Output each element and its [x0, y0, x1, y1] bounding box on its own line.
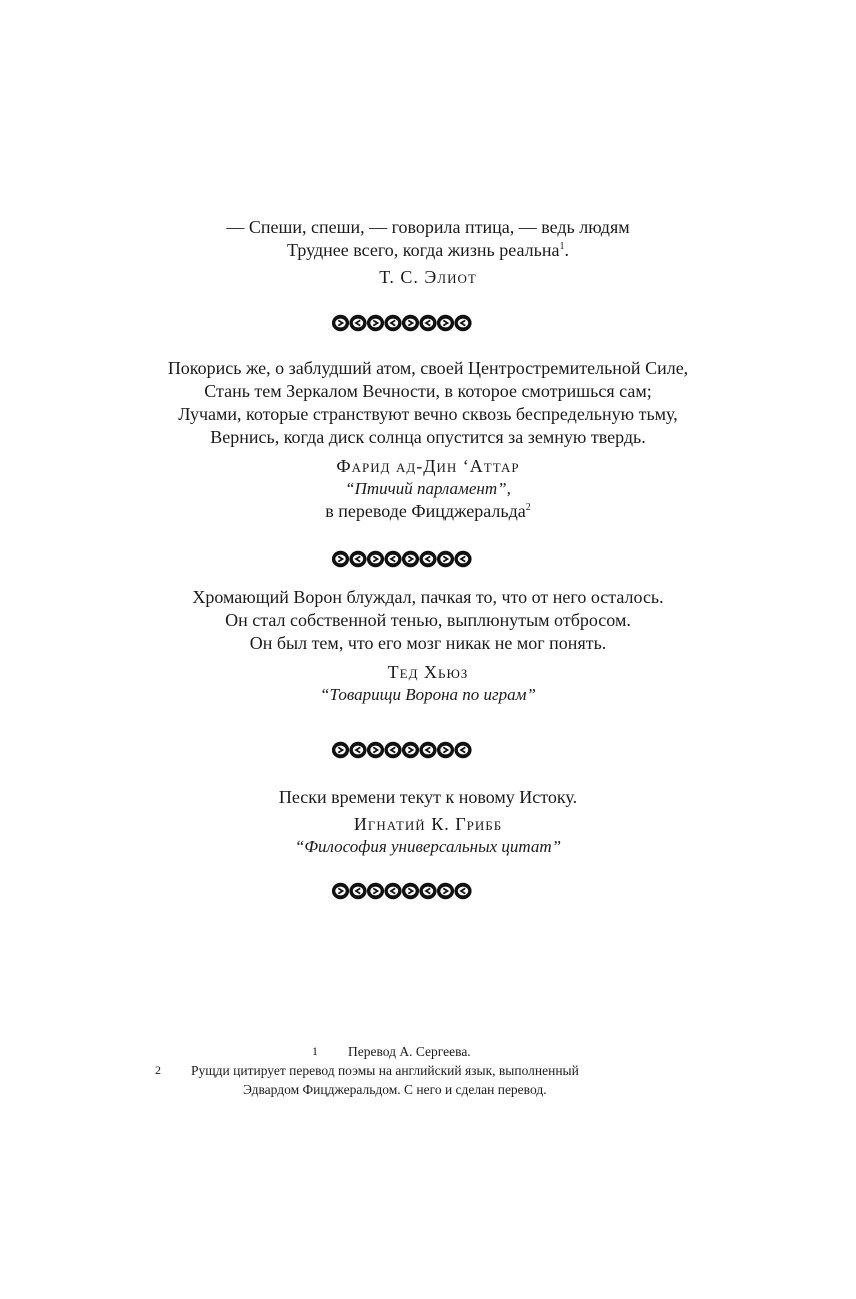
ornament-link — [402, 315, 419, 331]
ornament-link — [332, 883, 349, 899]
ornament-link — [454, 551, 471, 567]
epigraph-gribb — [0, 786, 856, 858]
footnote — [0, 1061, 856, 1080]
ornament-link — [419, 883, 436, 899]
epigraph-line: Хромающий Ворон блуждал, пачкая то, что от него осталось. — [192, 587, 664, 607]
epigraph-line-text: Труднее всего, когда жизнь реальна — [287, 240, 560, 260]
footnotes — [0, 1042, 856, 1099]
ornament-divider — [332, 741, 474, 759]
ornament-divider — [332, 550, 474, 568]
ornament-link — [367, 551, 384, 567]
ornament-link — [384, 883, 401, 899]
epigraph-line: Вернись, когда диск солнца опустится за земную твердь. — [210, 427, 646, 447]
epigraph-line: — Спеши, спеши, — говорила птица, — ведь людям — [226, 217, 630, 237]
ornament-link — [402, 883, 419, 899]
ornament-link — [349, 742, 366, 758]
epigraph-line: Стань тем Зеркалом Вечности, в которое смотришься сам; — [204, 381, 652, 401]
epigraph-eliot — [0, 216, 856, 289]
footnote — [0, 1042, 856, 1061]
epigraph-line: Он был тем, что его мозг никак не мог понять. — [249, 633, 607, 653]
epigraph-line-end: . — [564, 240, 569, 260]
epigraph-source: “Товарищи Ворона по играм” — [320, 685, 536, 704]
epigraph-source: “Птичий парламент”, — [345, 479, 511, 498]
footnote-ref: 1 — [559, 241, 565, 252]
epigraph-attar — [0, 357, 856, 522]
ornament-link — [384, 742, 401, 758]
ornament-divider — [332, 314, 474, 332]
ornament-link — [419, 551, 436, 567]
ornament-link — [454, 742, 471, 758]
epigraph-translation-text: в переводе Фицджеральда — [325, 501, 526, 521]
ornament-link — [384, 315, 401, 331]
epigraph-author: Т. С. Элиот — [379, 267, 477, 287]
ornament-link — [454, 315, 471, 331]
ornament-link — [437, 551, 454, 567]
footnote-continuation — [0, 1080, 856, 1099]
ornament-link — [349, 551, 366, 567]
ornament-link — [419, 315, 436, 331]
epigraph-translation — [0, 500, 856, 522]
epigraph-line: Покорись же, о заблудший атом, своей Центростремительной Силе, — [167, 358, 689, 378]
ornament-link — [349, 315, 366, 331]
epigraph-line: Пески времени текут к новому Истоку. — [278, 787, 578, 807]
ornament-link — [454, 883, 471, 899]
ornament-link — [332, 315, 349, 331]
ornament-link — [437, 742, 454, 758]
footnote-number: 1 — [312, 1044, 318, 1058]
ornament-link — [367, 315, 384, 331]
ornament-link — [384, 551, 401, 567]
epigraph-line: Он стал собственной тенью, выплюнутым отбросом. — [225, 610, 631, 630]
ornament-link — [419, 742, 436, 758]
epigraph-author: Фарид ад-Дин ‘Аттар — [336, 456, 520, 476]
ornament-link — [349, 883, 366, 899]
epigraph-hughes — [0, 586, 856, 706]
footnote-ref: 2 — [525, 502, 531, 513]
ornament-link — [367, 883, 384, 899]
epigraph-source: “Философия универсальных цитат” — [294, 837, 562, 856]
footnote-text: Эдвардом Фицджеральдом. С него и сделан перевод. — [243, 1082, 547, 1097]
footnote-number: 2 — [155, 1063, 161, 1077]
ornament-link — [332, 551, 349, 567]
ornament-link — [332, 742, 349, 758]
ornament-link — [402, 551, 419, 567]
epigraph-line — [0, 239, 856, 262]
epigraph-author: Тед Хьюз — [387, 662, 469, 682]
ornament-link — [367, 742, 384, 758]
ornament-link — [437, 315, 454, 331]
ornament-divider — [332, 882, 474, 900]
epigraph-line: Лучами, которые странствуют вечно сквозь беспредельную тьму, — [178, 404, 678, 424]
ornament-link — [402, 742, 419, 758]
ornament-link — [437, 883, 454, 899]
epigraph-author: Игнатий К. Грибб — [353, 814, 503, 834]
footnote-text: Рущди цитирует перевод поэмы на английский язык, выполненный — [191, 1063, 579, 1078]
footnote-text: Перевод А. Сергеева. — [348, 1044, 471, 1059]
